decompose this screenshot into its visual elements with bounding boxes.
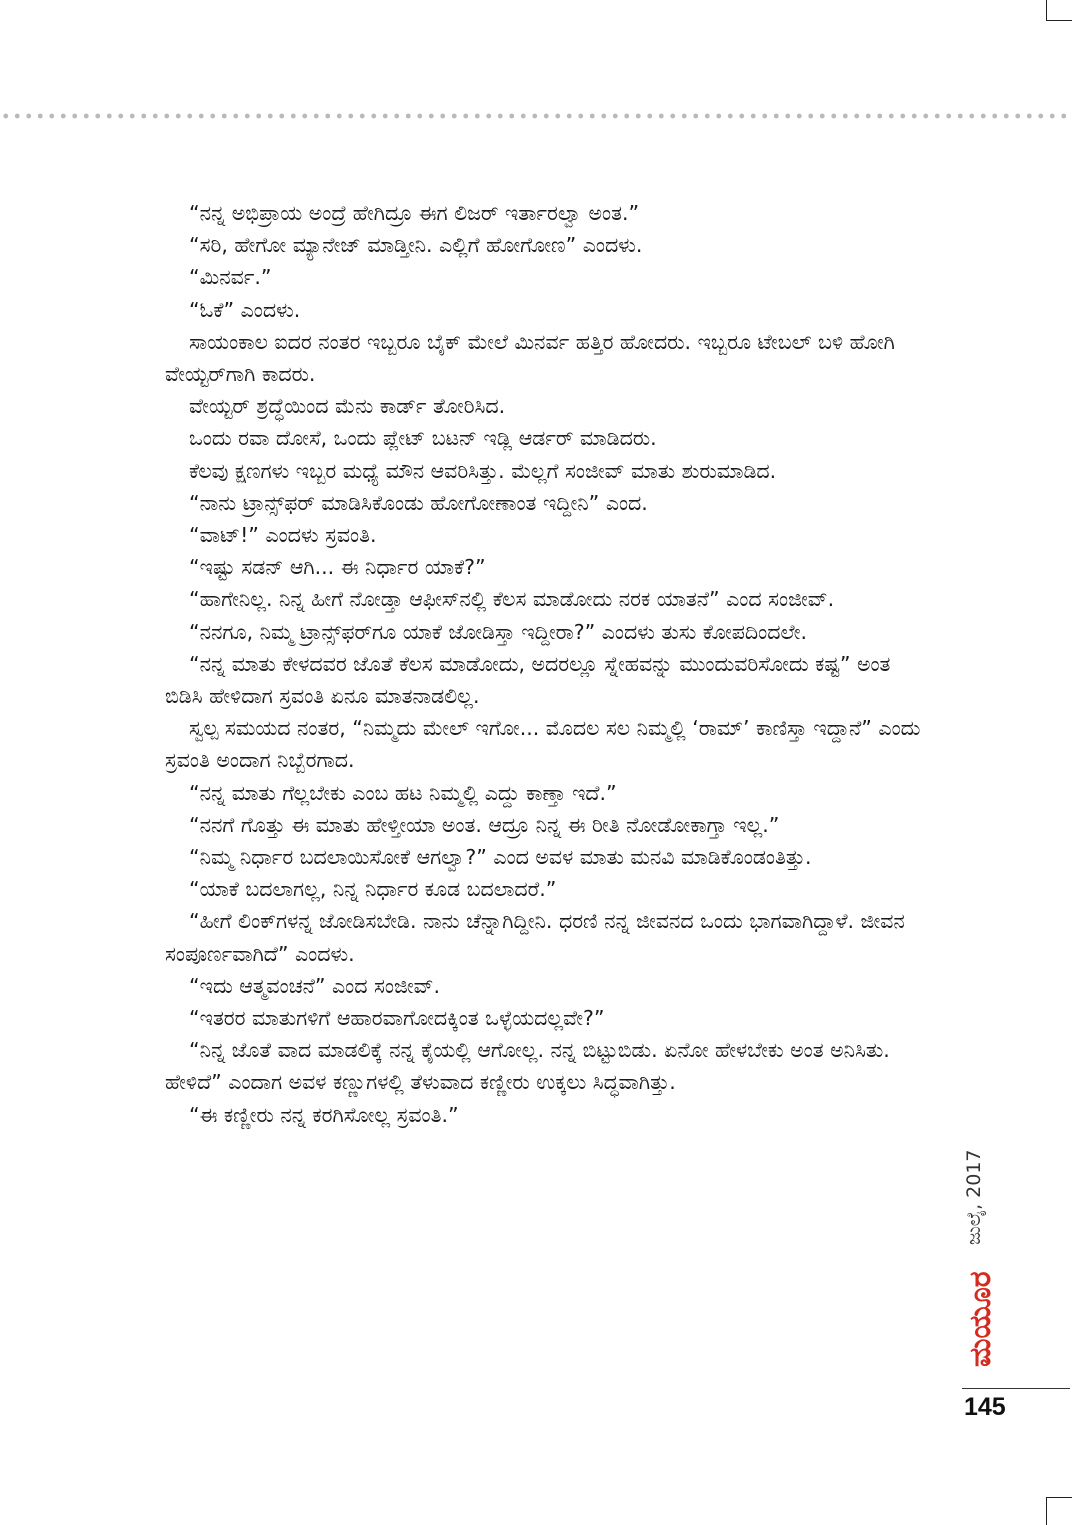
paragraph: “ಈ ಕಣ್ಣೀರು ನನ್ನ ಕರಗಿಸೋಲ್ಲ ಸ್ರವಂತಿ.” <box>189 1102 459 1127</box>
paragraph: ಕೆಲವು ಕ್ಷಣಗಳು ಇಬ್ಬರ ಮಧ್ಯೆ ಮೌನ ಆವರಿಸಿತ್ತು. ಮೆಲ್ಲಗೆ ಸಂಜೀವ್ ಮಾತು ಶುರುಮಾಡಿದ. <box>189 458 777 483</box>
magazine-logo: ಮಯೂರ <box>963 1271 998 1367</box>
dotted-divider <box>0 112 1072 120</box>
paragraph: “ಹೀಗೆ ಲಿಂಕ್‌ಗಳನ್ನ ಜೋಡಿಸಬೇಡಿ. ನಾನು ಚೆನ್ನಾಗಿದ್ದೀನಿ. ಧರಣಿ ನನ್ನ ಜೀವನದ ಒಂದು ಭಾಗವಾಗಿದ್ದಾಳೆ. ಜೀವನ ಸಂಪೂರ್ಣವಾಗಿದೆ” ಎಂದಳು. <box>165 909 905 966</box>
paragraph: “ಇತರರ ಮಾತುಗಳಿಗೆ ಆಹಾರವಾಗೋದಕ್ಕಿಂತ ಒಳ್ಳೆಯದಲ್ಲವೇ?” <box>189 1006 605 1031</box>
paragraph: “ನನಗೂ, ನಿಮ್ಮ ಟ್ರಾನ್ಸ್‌ಫರ್‌ಗೂ ಯಾಕೆ ಜೋಡಿಸ್ತಾ ಇದ್ದೀರಾ?” ಎಂದಳು ತುಸು ಕೋಪದಿಂದಲೇ. <box>189 619 807 644</box>
issue-date: ಜುಲೈ, 2017 <box>963 1149 985 1245</box>
paragraph: “ವಾಟ್!” ಎಂದಳು ಸ್ರವಂತಿ. <box>189 523 377 548</box>
paragraph: ಸಾಯಂಕಾಲ ಐದರ ನಂತರ ಇಬ್ಬರೂ ಬೈಕ್ ಮೇಲೆ ಮಿನರ್ವ ಹತ್ತಿರ ಹೋದರು. ಇಬ್ಬರೂ ಟೇಬಲ್ ಬಳಿ ಹೋಗಿ ವೇಯ್ಟರ್‌ಗಾಗಿ ಕಾದರು. <box>165 329 895 387</box>
crop-mark-top <box>1046 0 1047 20</box>
paragraph: “ಮಿನರ್ವ.” <box>189 265 272 290</box>
paragraph: ವೇಯ್ಟರ್ ಶ್ರದ್ಧೆಯಿಂದ ಮೆನು ಕಾರ್ಡ್ ತೋರಿಸಿದ. <box>189 394 506 419</box>
paragraph: “ನಾನು ಟ್ರಾನ್ಸ್‌ಫರ್ ಮಾಡಿಸಿಕೊಂಡು ಹೋಗೋಣಾಂತ ಇದ್ದೀನಿ” ಎಂದ. <box>189 490 648 515</box>
paragraph: “ನಿನ್ನ ಜೊತೆ ವಾದ ಮಾಡಲಿಕ್ಕೆ ನನ್ನ ಕೈಯಲ್ಲಿ ಆಗೋಲ್ಲ. ನನ್ನ ಬಿಟ್ಟುಬಿಡು. ಏನೋ ಹೇಳಬೇಕು ಅಂತ ಅನಿಸಿತು. ಹೇಳಿದೆ” ಎಂದಾಗ ಅವಳ ಕಣ್ಣುಗಳಲ್ಲಿ ತೆಳುವಾದ ಕಣ್ಣೀರು ಉಕ್ಕಲು ಸಿದ್ಧವಾಗಿತ್ತು. <box>165 1038 890 1095</box>
paragraph: “ನನ್ನ ಮಾತು ಕೇಳದವರ ಜೊತೆ ಕೆಲಸ ಮಾಡೋದು, ಅದರಲ್ಲೂ ಸ್ನೇಹವನ್ನು ಮುಂದುವರಿಸೋದು ಕಷ್ಟ” ಅಂತ ಬಿಡಿಸಿ ಹೇಳಿದಾಗ ಸ್ರವಂತಿ ಏನೂ ಮಾತನಾಡಲಿಲ್ಲ. <box>165 651 891 709</box>
paragraph: “ಇಷ್ಟು ಸಡನ್ ಆಗಿ... ಈ ನಿರ್ಧಾರ ಯಾಕೆ?” <box>189 555 486 580</box>
page-number: 145 <box>964 1393 1006 1421</box>
paragraph: “ಇದು ಆತ್ಮವಂಚನೆ” ಎಂದ ಸಂಜೀವ್. <box>189 973 440 998</box>
paragraph: “ನನಗೆ ಗೊತ್ತು ಈ ಮಾತು ಹೇಳ್ತೀಯಾ ಅಂತ. ಆದ್ರೂ ನಿನ್ನ ಈ ರೀತಿ ನೋಡೋಕಾಗ್ತಾ ಇಲ್ಲ.” <box>189 812 780 837</box>
paragraph: “ಯಾಕೆ ಬದಲಾಗಲ್ಲ, ನಿನ್ನ ನಿರ್ಧಾರ ಕೂಡ ಬದಲಾದರೆ.” <box>189 877 557 902</box>
paragraph: “ನಿಮ್ಮ ನಿರ್ಧಾರ ಬದಲಾಯಿಸೋಕೆ ಆಗಲ್ವಾ?” ಎಂದ ಅವಳ ಮಾತು ಮನವಿ ಮಾಡಿಕೊಂಡಂತಿತ್ತು. <box>189 845 812 870</box>
paragraph: “ನನ್ನ ಅಭಿಪ್ರಾಯ ಅಂದ್ರೆ ಹೇಗಿದ್ರೂ ಈಗ ಲಿಜರ್ ಇರ್ತಾರಲ್ವಾ ಅಂತ.” <box>189 201 640 225</box>
paragraph: ಸ್ವಲ್ಪ ಸಮಯದ ನಂತರ, “ನಿಮ್ಮದು ಮೇಲ್ ಇಗೋ... ಮೊದಲ ಸಲ ನಿಮ್ಮಲ್ಲಿ ‘ರಾಮ್’ ಕಾಣಿಸ್ತಾ ಇದ್ದಾನೆ” ಎಂದು ಸ್ರವಂತಿ ಅಂದಾಗ ನಿಬ್ಬೆರಗಾದ. <box>165 716 921 773</box>
crop-mark-bottom <box>1046 1497 1047 1525</box>
crop-mark-top-horizontal <box>1046 20 1072 21</box>
paragraph: “ಓಕೆ” ಎಂದಳು. <box>189 297 301 322</box>
crop-mark-bottom-horizontal <box>1046 1497 1072 1498</box>
magazine-sidebar <box>955 1125 1007 1385</box>
article-body <box>165 197 925 1131</box>
paragraph: “ಹಾಗೇನಿಲ್ಲ. ನಿನ್ನ ಹೀಗೆ ನೋಡ್ತಾ ಆಫೀಸ್‌ನಲ್ಲಿ ಕೆಲಸ ಮಾಡೋದು ನರಕ ಯಾತನೆ” ಎಂದ ಸಂಜೀವ್. <box>189 587 835 612</box>
paragraph: “ಸರಿ, ಹೇಗೋ ಮ್ಯಾನೇಜ್ ಮಾಡ್ತೀನಿ. ಎಲ್ಲಿಗೆ ಹೋಗೋಣ” ಎಂದಳು. <box>189 233 643 258</box>
footer-rule <box>962 1388 1070 1389</box>
paragraph: ಒಂದು ರವಾ ದೋಸೆ, ಒಂದು ಪ್ಲೇಟ್ ಬಟನ್ ಇಡ್ಲಿ ಆರ್ಡರ್ ಮಾಡಿದರು. <box>189 426 657 451</box>
paragraph: “ನನ್ನ ಮಾತು ಗೆಲ್ಲಬೇಕು ಎಂಬ ಹಟ ನಿಮ್ಮಲ್ಲಿ ಎದ್ದು ಕಾಣ್ತಾ ಇದೆ.” <box>189 780 617 805</box>
